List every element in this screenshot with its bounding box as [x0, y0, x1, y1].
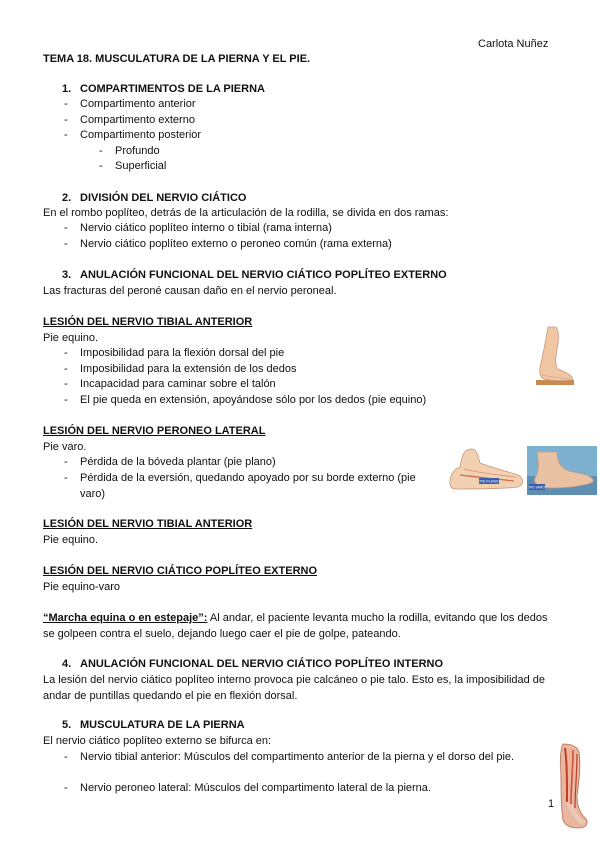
paragraph: Pie equino.: [43, 332, 99, 344]
figure-label-flat: PIE PLANO: [479, 479, 499, 484]
section-number: 1.: [62, 83, 72, 95]
list-item: - Nervio peroneo lateral: Músculos del compartimento lateral de la pierna.: [64, 782, 431, 794]
paragraph: Pie varo.: [43, 441, 87, 453]
section-title: DIVISIÓN DEL NERVIO CIÁTICO: [80, 192, 247, 204]
section-title: MUSCULATURA DE LA PIERNA: [80, 719, 245, 731]
section-heading-3: [62, 268, 447, 283]
lesion-heading: LESIÓN DEL NERVIO TIBIAL ANTERIOR: [43, 316, 253, 328]
lesion-heading: LESIÓN DEL NERVIO TIBIAL ANTERIOR: [43, 518, 253, 530]
list-item: - El pie queda en extensión, apoyándose sólo por los dedos (pie equino): [64, 394, 427, 406]
list-item: - Nervio ciático poplíteo externo o peroneo común (rama externa): [64, 238, 392, 250]
paragraph: Pie equino.: [43, 534, 99, 546]
page-title: TEMA 18. MUSCULATURA DE LA PIERNA Y EL PIE.: [43, 53, 311, 65]
section-number: 2.: [62, 192, 72, 204]
list-item: - Pérdida de la bóveda plantar (pie plano): [64, 456, 276, 468]
section-heading-5: [62, 718, 245, 733]
list-item: - Nervio ciático poplíteo interno o tibial (rama interna): [64, 222, 332, 234]
flat-foot-image: [446, 445, 526, 495]
term: “Marcha equina o en estepaje”:: [43, 612, 208, 624]
section-title: COMPARTIMENTOS DE LA PIERNA: [80, 83, 265, 95]
marcha-paragraph: “Marcha equina o en estepaje”: Al andar, el paciente levanta mucho la rodilla, evitando que los dedos se golpeen contra el suelo, dejando luego caer el pie de golpe, pateando.: [43, 612, 548, 640]
figure-label-varus: PIE VARO: [529, 485, 545, 490]
section-heading-4: [62, 657, 443, 672]
lesion-heading: LESIÓN DEL NERVIO PERONEO LATERAL: [43, 425, 266, 437]
paragraph: En el rombo poplíteo, detrás de la articulación de la rodilla, se divida en dos ramas:: [43, 207, 449, 219]
leg-muscles-image: [553, 742, 593, 830]
paragraph: Pie equino-varo: [43, 581, 121, 593]
section-title: ANULACIÓN FUNCIONAL DEL NERVIO CIÁTICO POPLÍTEO EXTERNO: [80, 269, 447, 281]
author-name: Carlota Nuñez: [478, 38, 549, 50]
sub-list-item: - Superficial: [99, 160, 167, 172]
list-item: - Incapacidad para caminar sobre el talón: [64, 378, 276, 390]
section-title: ANULACIÓN FUNCIONAL DEL NERVIO CIÁTICO POPLÍTEO INTERNO: [80, 658, 444, 670]
section-number: 5.: [62, 719, 72, 731]
paragraph: Las fracturas del peroné causan daño en el nervio peroneal.: [43, 285, 337, 297]
lesion-heading: LESIÓN DEL NERVIO CIÁTICO POPLÍTEO EXTERNO: [43, 565, 318, 577]
list-item: - Nervio tibial anterior: Músculos del compartimento anterior de la pierna y el dorso del pie.: [64, 751, 515, 763]
list-item: - Compartimento posterior: [64, 129, 202, 141]
list-item: - Imposibilidad para la extensión de los dedos: [64, 363, 297, 375]
section-number: 4.: [62, 658, 72, 670]
sub-list-item: - Profundo: [99, 145, 160, 157]
section-heading-1: [62, 82, 265, 97]
list-item: - Compartimento anterior: [64, 98, 196, 110]
page-number: 1: [548, 798, 555, 810]
equine-foot-image: [528, 325, 576, 387]
list-item: - Pérdida de la eversión, quedando apoyado por su borde externo (pie varo): [64, 472, 416, 500]
varus-foot-image: [527, 446, 597, 495]
paragraph: La lesión del nervio ciático poplíteo interno provoca pie calcáneo o pie talo. Esto es, la imposibilidad de andar de puntillas quedando el pie en flexión dorsal.: [43, 674, 546, 702]
list-item: - Compartimento externo: [64, 114, 195, 126]
section-number: 3.: [62, 269, 72, 281]
paragraph: El nervio ciático poplíteo externo se bifurca en:: [43, 735, 272, 747]
section-heading-2: [62, 191, 246, 206]
list-item: - Imposibilidad para la flexión dorsal del pie: [64, 347, 285, 359]
